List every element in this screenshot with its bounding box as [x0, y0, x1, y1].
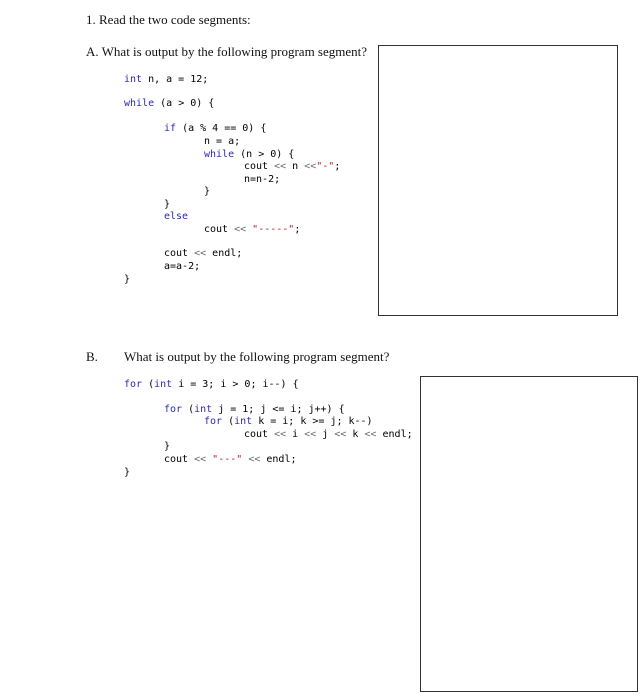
label-b: B. [86, 349, 98, 364]
code-line: for (int j = 1; j <= i; j++) { [164, 404, 345, 415]
code-line: a=a-2; [164, 261, 201, 272]
page-heading: 1. Read the two code segments: [86, 12, 251, 27]
question-b: What is output by the following program segment? [124, 349, 390, 364]
code-line: while (n > 0) { [204, 149, 295, 160]
code-line: for (int k = i; k >= j; k--) [204, 416, 373, 427]
code-line: else [164, 211, 189, 222]
code-line: } [164, 441, 171, 452]
code-line: } [124, 274, 131, 285]
code-line: n = a; [204, 136, 241, 147]
code-line: cout << "-----"; [204, 224, 301, 235]
code-line: for (int i = 3; i > 0; i--) { [124, 379, 299, 390]
question-a: A. What is output by the following program segment? [86, 44, 368, 59]
code-line: } [164, 199, 171, 210]
code-line: int n, a = 12; [124, 74, 209, 85]
code-line: while (a > 0) { [124, 98, 215, 109]
code-line: } [204, 186, 211, 197]
code-line: cout << "---" << endl; [164, 454, 297, 465]
code-line: cout << n <<"-"; [244, 161, 341, 172]
answer-box-b[interactable] [420, 376, 638, 692]
code-line: n=n-2; [244, 174, 281, 185]
code-line: } [124, 467, 131, 478]
code-line: if (a % 4 == 0) { [164, 123, 267, 134]
code-line: cout << endl; [164, 248, 243, 259]
code-line: cout << i << j << k << endl; [244, 429, 413, 440]
answer-box-a[interactable] [378, 45, 618, 316]
